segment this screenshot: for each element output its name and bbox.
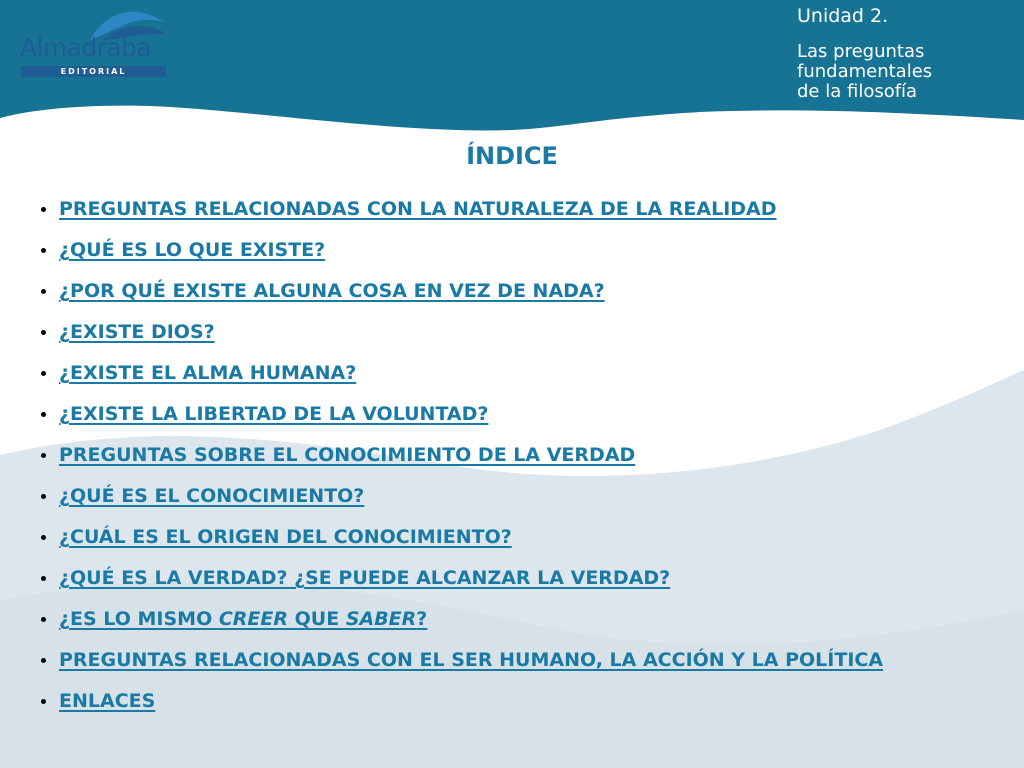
toc-link-emphasis: CREER: [218, 608, 289, 630]
list-item: [36, 278, 996, 305]
toc-link[interactable]: ¿POR QUÉ EXISTE ALGUNA COSA EN VEZ DE NADA?: [59, 280, 605, 302]
toc-link[interactable]: ¿CUÁL ES EL ORIGEN DEL CONOCIMIENTO?: [59, 526, 512, 548]
publisher-logo: [20, 8, 170, 80]
toc-link-part: QUE: [288, 608, 346, 630]
unit-number: Unidad 2.: [797, 5, 889, 27]
bullet-icon: [41, 412, 46, 417]
bullet-icon: [41, 330, 46, 335]
toc-link[interactable]: ENLACES: [59, 690, 156, 712]
bullet-icon: [41, 658, 46, 663]
list-item: [36, 319, 996, 346]
logo-subtitle: EDITORIAL: [21, 66, 166, 77]
unit-header: [797, 4, 1019, 102]
unit-title: Las preguntas fundamentales de la filosofía: [797, 41, 933, 102]
bullet-icon: [41, 494, 46, 499]
bullet-icon: [41, 535, 46, 540]
list-item: [36, 237, 996, 264]
list-item: [36, 483, 996, 510]
bullet-icon: [41, 248, 46, 253]
toc-link[interactable]: ¿QUÉ ES LO QUE EXISTE?: [59, 239, 326, 261]
toc-link[interactable]: ¿EXISTE DIOS?: [59, 321, 215, 343]
toc-link-part: ?: [416, 608, 428, 630]
toc-link[interactable]: ¿EXISTE EL ALMA HUMANA?: [59, 362, 357, 384]
list-item: [36, 606, 996, 633]
toc-link[interactable]: PREGUNTAS SOBRE EL CONOCIMIENTO DE LA VERDAD: [59, 444, 636, 466]
bullet-icon: [41, 289, 46, 294]
bullet-icon: [41, 207, 46, 212]
toc-link[interactable]: ¿EXISTE LA LIBERTAD DE LA VOLUNTAD?: [59, 403, 489, 425]
list-item: [36, 565, 996, 592]
bullet-icon: [41, 699, 46, 704]
toc-link[interactable]: PREGUNTAS RELACIONADAS CON EL SER HUMANO, LA ACCIÓN Y LA POLÍTICA: [59, 649, 884, 671]
toc-link-emphasis: SABER: [345, 608, 417, 630]
page-title: ÍNDICE: [466, 142, 558, 170]
list-item: [36, 401, 996, 428]
list-item: [36, 524, 996, 551]
list-item: [36, 688, 996, 715]
toc-link[interactable]: ¿QUÉ ES LA VERDAD? ¿SE PUEDE ALCANZAR LA VERDAD?: [59, 567, 671, 589]
table-of-contents: [36, 196, 996, 729]
toc-link[interactable]: PREGUNTAS RELACIONADAS CON LA NATURALEZA DE LA REALIDAD: [59, 198, 777, 220]
list-item: [36, 647, 996, 674]
toc-link-part: ¿ES LO MISMO: [59, 608, 219, 630]
list-item: [36, 360, 996, 387]
bullet-icon: [41, 453, 46, 458]
bullet-icon: [41, 617, 46, 622]
logo-wordmark: Almadraba: [20, 33, 151, 62]
toc-link[interactable]: ¿QUÉ ES EL CONOCIMIENTO?: [59, 485, 365, 507]
bullet-icon: [41, 371, 46, 376]
bullet-icon: [41, 576, 46, 581]
toc-link-creer-saber[interactable]: [59, 608, 427, 630]
list-item: [36, 196, 996, 223]
list-item: [36, 442, 996, 469]
